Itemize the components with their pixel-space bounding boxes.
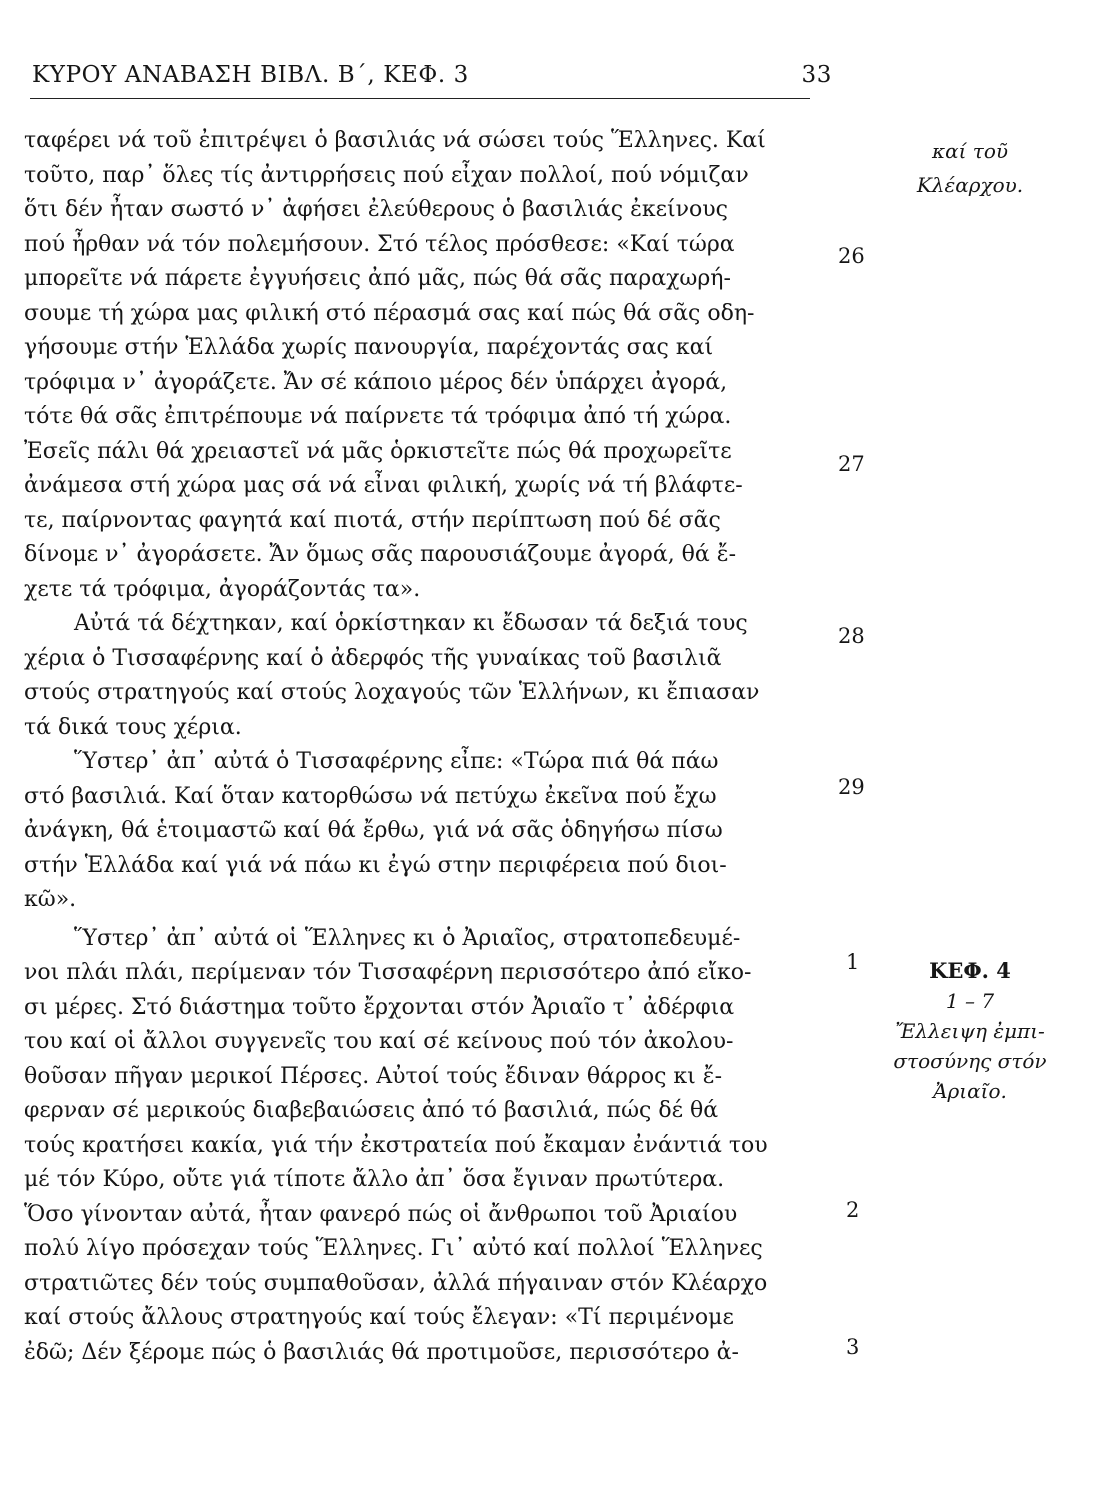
- text-line: κῶ».: [24, 887, 77, 912]
- chapter-range: 1 – 7: [945, 989, 995, 1013]
- text-line: νοι πλάι πλάι, περίμεναν τόν Τισσαφέρνη περισσότερο ἀπό εἴκο-: [24, 960, 752, 985]
- text-line: τά δικά τους χέρια.: [24, 714, 242, 740]
- text-line: τότε θά σᾶς ἐπιτρέπουμε νά παίρνετε τά τρόφιμα ἀπό τή χώρα.: [24, 404, 732, 429]
- page-number: 33: [801, 62, 832, 88]
- paragraph-3: [24, 745, 824, 918]
- paragraph-1: [24, 124, 824, 607]
- text-line: του καί οἱ ἄλλοι συγγενεῖς του καί σέ κείνους πού τόν ἀκολου-: [24, 1029, 734, 1054]
- chapter-4-note: [845, 956, 1095, 1106]
- text-line: σουμε τή χώρα μας φιλική στό πέρασμά σας καί πώς θά σᾶς οδη-: [24, 300, 755, 326]
- text-line: στήν Ἑλλάδα καί γιά νά πάω κι ἐγώ στην περιφέρεια πού διοι-: [24, 852, 727, 878]
- text-line: Ὕστερ᾿ ἀπ᾿ αὐτά ὁ Τισσαφέρνης εἶπε: «Τώρα πιά θά πάω: [74, 749, 719, 774]
- text-line: ταφέρει νά τοῦ ἐπιτρέψει ὁ βασιλιάς νά σώσει τούς Ἕλληνες. Καί: [24, 128, 766, 153]
- text-line: στό βασιλιά. Καί ὅταν κατορθώσω νά πετύχω ἐκεῖνα πού ἔχω: [24, 783, 717, 809]
- text-line: τρόφιμα ν᾿ ἀγοράζετε. Ἄν σέ κάποιο μέρος δέν ὑπάρχει ἀγορά,: [24, 369, 728, 395]
- chapter-summary-line: στοσύνης στόν: [893, 1049, 1047, 1073]
- header-rule: [30, 98, 810, 99]
- text-line: ἀνάμεσα στή χώρα μας σά νά εἶναι φιλική, χωρίς νά τή βλάφτε-: [24, 473, 743, 498]
- text-line: θοῦσαν πῆγαν μερικοί Πέρσες. Αὐτοί τούς ἔδιναν θάρρος κι ἔ-: [24, 1063, 723, 1089]
- chapter-summary-line: Ἀριαῖο.: [933, 1079, 1007, 1103]
- text-line: τοῦτο, παρ᾿ ὅλες τίς ἀντιρρήσεις πού εἶχαν πολλοί, πού νόμιζαν: [24, 162, 749, 188]
- text-line: χέρια ὁ Τισσαφέρνης καί ὁ ἀδερφός τῆς γυναίκας τοῦ βασιλιᾶ: [24, 645, 722, 671]
- section-number: 26: [838, 244, 865, 268]
- section-number: 29: [838, 775, 865, 799]
- text-line: δίνομε ν᾿ ἀγοράσετε. Ἄν ὅμως σᾶς παρουσιάζουμε ἀγορά, θά ἔ-: [24, 542, 737, 567]
- text-line: ἀνάγκη, θά ἑτοιμαστῶ καί θά ἔρθω, γιά νά σᾶς ὁδηγήσω πίσω: [24, 818, 723, 843]
- text-line: πολύ λίγο πρόσεχαν τούς Ἕλληνες. Γι᾿ αὐτό καί πολλοί Ἕλληνες: [24, 1236, 763, 1261]
- section-number: 3: [846, 1335, 860, 1359]
- main-text: [24, 124, 824, 1370]
- text-line: χετε τά τρόφιμα, ἀγοράζοντάς τα».: [24, 576, 421, 602]
- paragraph-4: [24, 922, 824, 1371]
- text-line: Ἐσεῖς πάλι θά χρειαστεῖ νά μᾶς ὁρκιστεῖτε πώς θά προχωρεῖτε: [24, 438, 732, 464]
- text-line: ὅτι δέν ἦταν σωστό ν᾿ ἀφήσει ἐλεύθερους ὁ βασιλιάς ἐκείνους: [24, 197, 728, 222]
- text-line: στρατιῶτες δέν τούς συμπαθοῦσαν, ἀλλά πήγαιναν στόν Κλέαρχο: [24, 1270, 768, 1296]
- section-number: 2: [846, 1198, 860, 1222]
- text-line: Ὕστερ᾿ ἀπ᾿ αὐτά οἱ Ἕλληνες κι ὁ Ἀριαῖος, στρατοπεδευμέ-: [74, 925, 741, 951]
- paragraph-2: [24, 607, 824, 745]
- text-line: τούς κρατήσει κακία, γιά τήν ἐκστρατεία πού ἔκαμαν ἐνάντιά του: [24, 1132, 768, 1158]
- text-line: Αὐτά τά δέχτηκαν, καί ὁρκίστηκαν κι ἔδωσαν τά δεξιά τους: [74, 611, 748, 636]
- text-line: γήσουμε στήν Ἑλλάδα χωρίς πανουργία, παρέχοντάς σας καί: [24, 335, 714, 360]
- margin-note-line: καί τοῦ: [931, 139, 1009, 163]
- text-line: φερναν σέ μερικούς διαβεβαιώσεις ἀπό τό βασιλιά, πώς δέ θά: [24, 1098, 719, 1123]
- text-line: Ὅσο γίνονταν αὐτά, ἦταν φανερό πώς οἱ ἄνθρωποι τοῦ Ἀριαίου: [24, 1201, 738, 1227]
- text-line: στούς στρατηγούς καί στούς λοχαγούς τῶν Ἑλλήνων, κι ἔπιασαν: [24, 680, 760, 705]
- text-line: πού ἦρθαν νά τόν πολεμήσουν. Στό τέλος πρόσθεσε: «Καί τώρα: [24, 231, 735, 257]
- chapter-summary-line: Ἔλλειψη ἐμπι-: [895, 1019, 1045, 1043]
- text-line: καί στούς ἄλλους στρατηγούς καί τούς ἔλεγαν: «Τί περιμένομε: [24, 1305, 734, 1330]
- section-number: 28: [838, 624, 865, 648]
- margin-note-clearchus: [845, 134, 1095, 202]
- text-line: σι μέρες. Στό διάστημα τοῦτο ἔρχονται στόν Ἀριαῖο τ᾿ ἀδέρφια: [24, 994, 735, 1020]
- text-line: τε, παίρνοντας φαγητά καί πιοτά, στήν περίπτωση πού δέ σᾶς: [24, 507, 721, 533]
- text-line: ἐδῶ; Δέν ξέρομε πώς ὁ βασιλιάς θά προτιμοῦσε, περισσότερο ἀ-: [24, 1339, 739, 1365]
- section-number: 27: [838, 452, 865, 476]
- margin-note-line: Κλέαρχου.: [916, 173, 1024, 197]
- text-line: μπορεῖτε νά πάρετε ἐγγυήσεις ἀπό μᾶς, πώς θά σᾶς παραχωρή-: [24, 266, 731, 291]
- chapter-heading: ΚΕΦ. 4: [929, 958, 1011, 983]
- section-number: 1: [846, 950, 860, 974]
- header-title: ΚΥΡΟΥ ΑΝΑΒΑΣΗ ΒΙΒΛ. Β΄, ΚΕΦ. 3: [32, 62, 469, 88]
- text-line: μέ τόν Κύρο, οὔτε γιά τίποτε ἄλλο ἀπ᾿ ὅσα ἔγιναν πρωτύτερα.: [24, 1167, 725, 1192]
